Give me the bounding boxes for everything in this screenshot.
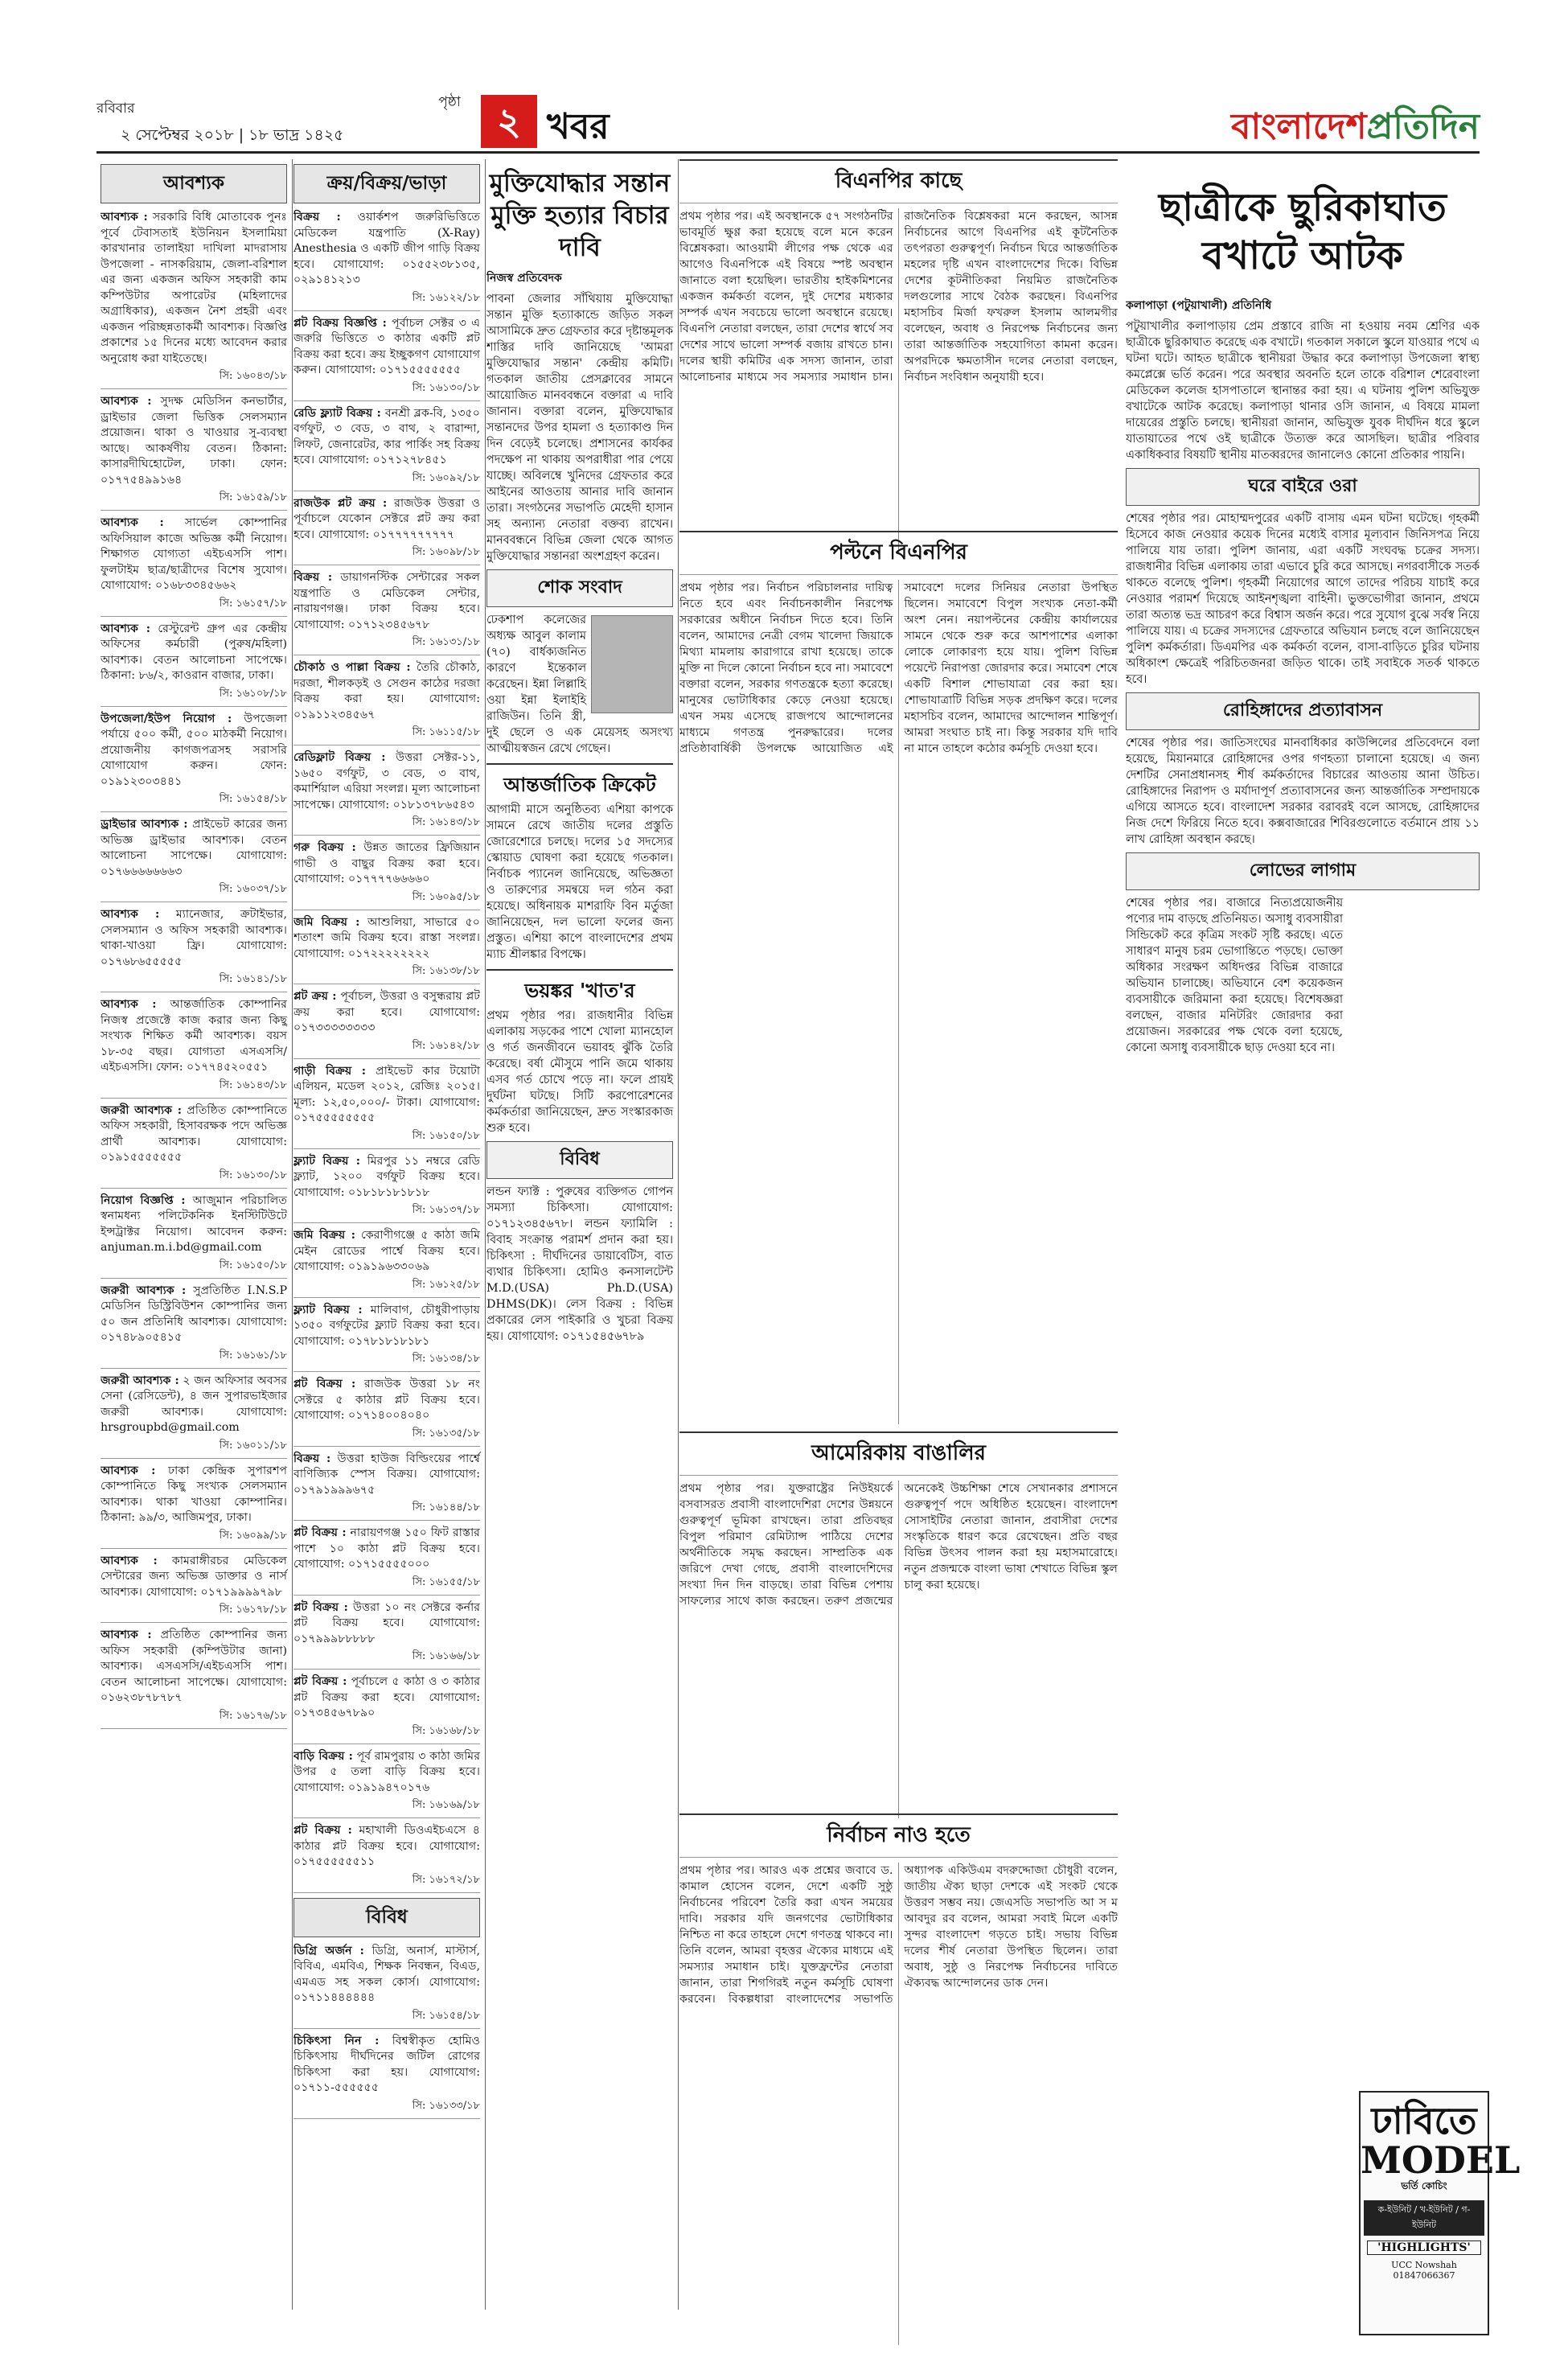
- classified-ad-lead: প্লট ক্রয় :: [293, 990, 337, 1003]
- classified-ad-code: সি: ১৬১৭২/১৮: [412, 1873, 480, 1886]
- classified-ad-lead: আবশ্যক :: [101, 211, 148, 224]
- classified-ad: [101, 817, 287, 902]
- divider: [293, 1520, 480, 1521]
- classifieds-header-misc: বিবিধ: [293, 1898, 480, 1937]
- classified-ad-lead: জরুরী আবশ্যক :: [101, 1374, 179, 1387]
- classified-ad-body: কামরাঙ্গীরচর মেডিকেল সেন্টারের জন্য অভিজ্ঞ ডাক্তার ও নার্স আবশ্যক। যোগাযোগ: ০১৭১৯৯৯৯৭৯৮: [101, 1554, 288, 1599]
- classified-ad-code: সি: ১৬০৩৭/১৮: [219, 883, 287, 895]
- classified-ad-text: [293, 1749, 480, 1797]
- classified-ad-text: [101, 394, 287, 488]
- classified-list: [293, 210, 480, 1893]
- classified-ad-body: রেস্টুরেন্ট গ্রুপ এর কেন্দ্রীয় অফিসের কর্মচারী (পুরুষ/মহিলা) আবশ্যক। বেতন আলোচনা সাপেক্ষে। ঠিকানা: ৮৬/২, কাওরান বাজার, ঢাকা।: [101, 622, 287, 682]
- ad-line1: ঢাবিতে: [1371, 2099, 1477, 2142]
- classified-ad: [293, 1674, 480, 1744]
- divider: [101, 1368, 287, 1369]
- classified-ad-lead: ডিগ্রি অর্জন :: [293, 1944, 364, 1957]
- classified-ad-code: সি: ১৬১৩০/১৮: [412, 381, 480, 394]
- story-byline: নিজস্ব প্রতিবেদক: [486, 272, 562, 285]
- story-election: [679, 1813, 1118, 2345]
- classified-ad-body: প্রতিষ্ঠিত কোম্পানির জন্য অফিস সহকারী (কম্পিউটার জানা) আবশ্যক। এসএসসি/এইচএসসি পাশ। বেতন আলোচনা সাপেক্ষে। যোগাযোগ: ০১৬২৩৮৭৮৭৮৭: [101, 1629, 287, 1704]
- classified-ad-code: সি: ১৬১৩৪/১৮: [412, 1353, 480, 1365]
- story-body: প্রথম পৃষ্ঠার পর। যুক্তরাষ্ট্রের নিউইয়র্কে বসবাসরত প্রবাসী বাংলাদেশিরা দেশের উন্নয়নে গুরুত্বপূর্ণ ভূমিকা রাখছেন। তারা প্রতিবছর বিপুল পরিমাণ রেমিট্যান্স পাঠিয়ে দেশের অর্থনীতিকে সমৃদ্ধ করছেন। সাম্প্রতিক এক জরিপে দেখা গেছে, প্রবাসী বাংলাদেশিদের সংখ্যা দিন দিন বাড়ছে। তারা বিভিন্ন পেশায় সাফল্যের সাথে কাজ করছেন। তরুণ প্রজন্মের অনেকেই উচ্চশিক্ষা শেষে সেখানকার প্রশাসনে গুরুত্বপূর্ণ পদে অধিষ্ঠিত হয়েছেন। বাংলাদেশ সোসাইটির নেতারা জানান, প্রবাসীরা দেশের সংস্কৃতিকে ধারণ করে রেখেছেন। প্রতি বছর বিভিন্ন উৎসব পালন করা হয় মহাসমারোহে। নতুন প্রজন্মকে বাংলা ভাষা শেখাতে বিভিন্ন স্কুল চালু করা হয়েছে।: [679, 1482, 1118, 1608]
- classified-ad-body: রাজউক উত্তরা ১৮ নং সেক্টরে ৫ কাঠার প্লট বিক্রয় হবে। যোগাযোগ: ০১৭১৪০০৪০৪০: [293, 1378, 480, 1422]
- classified-ad: [101, 1464, 287, 1549]
- classified-ad: [293, 660, 480, 745]
- classified-ad-lead: উপজেলা/ইউপ নিয়োগ :: [101, 712, 232, 725]
- classified-ad-text: [293, 2034, 480, 2097]
- classified-ad: [293, 1944, 480, 2029]
- classified-ad-code: সি: ১৬১৬১/১৮: [219, 1349, 287, 1362]
- classified-ad: [101, 712, 287, 813]
- classified-ad: [101, 1103, 287, 1189]
- classified-ad-body: পূর্বাচল, উত্তরা ও বসুন্ধরায় প্লট ক্রয় করা হবে। যোগাযোগ: ০১৭৩৩৩৩৩৩৩৩: [293, 990, 480, 1034]
- divider: [101, 1622, 287, 1623]
- brand-logo: [1231, 100, 1480, 158]
- section-title: খবর: [547, 106, 610, 147]
- classified-ad-text: [293, 210, 480, 289]
- classified-ad-text: [293, 570, 480, 633]
- classified-ad-text: [101, 1554, 287, 1601]
- classified-ad: [293, 570, 480, 655]
- page-number: ২: [481, 95, 537, 148]
- divider: [293, 400, 480, 401]
- classified-ad: [293, 1377, 480, 1447]
- brand-name-part2: প্রতিদিন: [1366, 106, 1480, 147]
- classified-ad-text: [293, 1600, 480, 1648]
- ad-info: ক-ইউনিট / খ-ইউনিট / গ-ইউনিট: [1364, 2200, 1484, 2236]
- story-headline: আন্তর্জাতিক ক্রিকেট: [503, 773, 656, 796]
- classified-ad-code: সি: ১৬১৫০/১৮: [412, 1129, 480, 1142]
- classified-ad-body: উত্তরা ১০ নং সেক্টরে কর্নার প্লট বিক্রয় হবে। যোগাযোগ: ০১৭৯৯৯৮৮৮৮৮: [293, 1600, 481, 1645]
- classified-ad: [293, 496, 480, 566]
- classified-ad: [293, 1600, 480, 1670]
- divider: [293, 1297, 480, 1298]
- classified-ad: [101, 622, 287, 707]
- classified-ad-lead: আবশ্যক :: [101, 516, 164, 529]
- classified-ad-code: সি: ১৬১৩৮/১৮: [412, 965, 480, 977]
- classified-ad-code: সি: ১৬১৫৫/১৮: [412, 1575, 480, 1588]
- classified-ad: [101, 1628, 287, 1729]
- story-body: প্রথম পৃষ্ঠার পর। আরও এক প্রশ্নের জবাবে ড. কামাল হোসেন বলেন, দেশে একটি সুষ্ঠু নির্বাচনের পরিবেশ তৈরি করা এখন সময়ের দাবি। সরকার যদি জনগণের ভোটাধিকার নিশ্চিত না করে তাহলে দেশে গণতন্ত্র থাকবে না। তিনি বলেন, আমরা বৃহত্তর ঐক্যের মাধ্যমে এই সমস্যার সমাধান চাই। যুক্তফ্রন্টের নেতারা জানান, তারা শিগগিরই নতুন কর্মসূচি ঘোষণা করবেন। বিকল্পধারা বাংলাদেশের সভাপতি অধ্যাপক একিউএম বদরুদ্দোজা চৌধুরী বলেন, জাতীয় ঐক্য ছাড়া দেশকে এই সংকট থেকে উত্তরণ সম্ভব নয়। জেএসডি সভাপতি আ স ম আবদুর রব বলেন, আমরা সবাই মিলে একটি সুন্দর বাংলাদেশ গড়তে চাই। সভায় বিভিন্ন দলের শীর্ষ নেতারা উপস্থিত ছিলেন। তারা অবাধ, সুষ্ঠু ও নিরপেক্ষ নির্বাচনের দাবিতে ঐক্যবদ্ধ আন্দোলনের ডাক দেন।: [679, 1864, 1118, 2006]
- story-headline-lead: ছাত্রীকে ছুরিকাঘাত বখাটে আটক: [1159, 185, 1447, 278]
- classified-ad-lead: আবশ্যক :: [101, 622, 150, 635]
- classified-ad: [101, 1193, 287, 1279]
- classified-ad-code: সি: ১৬১৭৬/১৮: [219, 1709, 287, 1722]
- story-body: প্রথম পৃষ্ঠার পর। নির্বাচন পরিচালনার দায়িত্ব নিতে হবে এবং নির্বাচনকালীন নিরপেক্ষ সরকারের অধীনে নির্বাচন দিতে হবে। তিনি বলেন, আমাদের নেত্রী বেগম খালেদা জিয়াকে মিথ্যা মামলায় কারাগারে রাখা হয়েছে। তাকে মুক্তি না দিলে কোনো নির্বাচন হবে না। সমাবেশে বক্তারা বলেন, সরকার গণতন্ত্রকে হত্যা করেছে। মানুষের ভোটাধিকার কেড়ে নেওয়া হয়েছে। এখন সময় এসেছে রাজপথে আন্দোলনের মাধ্যমে গণতন্ত্র পুনরুদ্ধারের। দলের প্রতিষ্ঠাবার্ষিকী উপলক্ষে আয়োজিত এই সমাবেশে দলের সিনিয়র নেতারা উপস্থিত ছিলেন। সমাবেশে বিপুল সংখ্যক নেতা-কর্মী অংশ নেন। নয়াপল্টনের কেন্দ্রীয় কার্যালয়ের সামনে থেকে শুরু করে আশপাশের এলাকা লোকে লোকারণ্য হয়ে যায়। পুলিশ বিভিন্ন পয়েন্টে নিরাপত্তা জোরদার করে। সমাবেশ শেষে একটি বিশাল শোভাযাত্রা বের করা হয়। শোভাযাত্রাটি বিভিন্ন সড়ক প্রদক্ষিণ করে। দলের মহাসচিব বলেন, আমাদের আন্দোলন শান্তিপূর্ণ। আমরা সংঘাত চাই না। কিন্তু সরকার যদি দাবি না মানে তাহলে কঠোর কর্মসূচি দেওয়া হবে।: [679, 581, 1118, 755]
- classified-ad-body: সুপ্রতিষ্ঠিত I.N.S.P মেডিসিন ডিস্ট্রিবিউশন কোম্পানির জন্য ৫০ জন প্রতিনিধি আবশ্যক। যোগাযোগ: ০১৭৪৮৯০৫৪১৫: [101, 1284, 287, 1344]
- divider: [293, 1148, 480, 1149]
- classified-ad-text: [101, 817, 287, 880]
- classified-ad: [293, 1823, 480, 1893]
- classified-ad-code: সি: ১৬০১১/১৮: [219, 1439, 287, 1452]
- divider: [293, 1371, 480, 1372]
- masthead-date: ২ সেপ্টেম্বর ২০১৮ | ১৮ ভাদ্র ১৪২৫: [121, 126, 344, 144]
- classifieds-header-buysell: ক্রয়/বিক্রয়/ভাড়া: [293, 164, 480, 203]
- classified-ad-lead: ফ্ল্যাট বিক্রয় :: [293, 1303, 363, 1316]
- classified-ad: [101, 1554, 287, 1624]
- classified-ad: [293, 1749, 480, 1819]
- divider: [293, 1669, 480, 1670]
- divider: [101, 1098, 287, 1099]
- classified-ad-lead: জরুরী আবশ্যক :: [101, 1284, 187, 1297]
- classified-ad-body: কেরাণীগঞ্জে ৫ কাঠা জমি মেইন রোডের পার্শ্বে বিক্রয় হবে। যোগাযোগ: ০১৯১৯৬৩৩০৬৯: [293, 1229, 480, 1273]
- classified-ad: [101, 997, 287, 1099]
- classified-ad-lead: বিক্রয় :: [293, 211, 341, 224]
- classified-ad: [293, 1154, 480, 1224]
- classified-ad-text: [101, 210, 287, 367]
- news-column-3: [486, 159, 679, 2310]
- classified-ad-text: [293, 1154, 480, 1201]
- divider: [293, 1058, 480, 1059]
- divider: [293, 2118, 480, 2119]
- news-column-6: [1126, 159, 1480, 2310]
- story-body: আগামী মাসে অনুষ্ঠিতব্য এশিয়া কাপকে সামনে রেখে জাতীয় দলের প্রস্তুতি জোরেশোরে চলছে। দলের ১৫ সদস্যের স্কোয়াড ঘোষণা করা হয়েছে গতকাল। নির্বাচক প্যানেল জানিয়েছে, অভিজ্ঞতা ও তারুণ্যের সমন্বয়ে দল গঠন করা হয়েছে। অধিনায়ক মাশরাফি বিন মর্তুজা জানিয়েছেন, দল ভালো ফলের জন্য প্রস্তুত। এশিয়া কাপে বাংলাদেশের প্রথম ম্যাচ শ্রীলঙ্কার বিপক্ষে।: [486, 803, 673, 961]
- classified-ad: [293, 210, 480, 311]
- classified-ad-code: সি: ১৬১৪১/১৮: [219, 973, 287, 985]
- story-body: প্রথম পৃষ্ঠার পর। রাজধানীর বিভিন্ন এলাকায় সড়কের পাশে খোলা ম্যানহোল ও গর্ত জনজীবনে ভয়াবহ ঝুঁকি তৈরি করেছে। বর্ষা মৌসুমে পানি জমে থাকায় এসব গর্ত চোখে পড়ে না। ফলে প্রায়ই দুর্ঘটনা ঘটছে। সিটি করপোরেশনের কর্মকর্তারা জানিয়েছেন, দ্রুত সংস্কারকাজ শুরু হবে।: [486, 1009, 673, 1135]
- divider: [101, 510, 287, 511]
- classified-ad-text: [293, 1377, 480, 1424]
- divider: [293, 1892, 480, 1893]
- classified-ad-body: ২ জন অফিসার অবসর সেনা (রেসিডেন্ট), ৪ জন সুপারভাইজার জরুরী আবশ্যক। যোগাযোগ: hrsgroupbd@gmail.com: [101, 1374, 288, 1434]
- classified-ad-body: প্রাইভেট কারের জন্য অভিজ্ঞ ড্রাইভার আবশ্যক। বেতন আলোচনা সাপেক্ষে। যোগাযোগ: ০১৭৬৬৬৬৬৬৬৩: [101, 818, 287, 878]
- classified-ad-text: [101, 1628, 287, 1707]
- ad-line2: MODEL: [1361, 2138, 1521, 2182]
- classified-ad-code: সি: ১৬১৫৪/১৮: [219, 793, 287, 805]
- classified-ad-body: সরকারি বিধি মোতাবেক পুনঃ পূর্বে টেবাসতাই ইউনিয়ন ইসলামিয়া কারখানার তালাইয়া দাখিলা মাদরাসায় উপজেলা - নাসকরিয়াম, জেলা-বরিশাল এর জন্য একজন অফিস সহকারী কাম কম্পিউটার অপারেটর (মহিলাদের অগ্রাধিকার), একজন নৈশ প্রহরী এবং একজন পরিচ্ছন্নতাকর্মী আবশ্যক। বিজ্ঞপ্তি প্রকাশের ১৫ দিনের মধ্যে আবেদন করার অনুরোধ করা যাইতেছে।: [101, 211, 287, 365]
- classified-ad-lead: প্লট বিক্রয় বিজ্ঞপ্তি :: [293, 316, 387, 330]
- classified-ad-body: মিরপুর ১১ নম্বরে রেডি ফ্ল্যাট, ১২০০ বর্গফুট বিক্রয় হবে। যোগাযোগ: ০১৮১৮১৮১৮১৮: [293, 1154, 481, 1199]
- classified-ad-body: নারায়ণগঞ্জ ১৫০ ফিট রাস্তার পাশে ১০ কাঠা প্লট বিক্রয় হবে। যোগাযোগ: ০১৭১৫৫৫৫০০০: [293, 1526, 480, 1571]
- story-headline: মুক্তিযোদ্ধার সন্তান মুক্তি হত্যার বিচার দাবি: [489, 169, 671, 262]
- divider: [101, 1458, 287, 1459]
- story-headline: নির্বাচন নাও হতে: [679, 1813, 1118, 1858]
- classified-ad-body: বনশ্রী ব্লক-বি, ১৩৫০ বর্গফুট, ৩ বেড, ৩ বাথ, ২ বারান্দা, লিফট, জেনারেটর, কার পার্কিং সহ বিক্রয় হবে। যোগাযোগ: ০১৭১২৭৮৪৫১: [293, 406, 480, 466]
- classified-ad: [101, 210, 287, 389]
- story-headline: পল্টনে বিএনপির: [679, 531, 1118, 575]
- divider: [101, 616, 287, 617]
- classified-ad-body: উপজেলা পর্যায়ে ৫০০ কর্মী, ৫০০ মাঠকর্মী নিয়োগ। প্রয়োজনীয় কাগজপত্রসহ সরাসরি যোগাযোগ করুন। ফোন: ০১৯১২৩০৩৪৪১: [101, 712, 287, 788]
- classified-ad-code: সি: ১৬০৯২/১৮: [412, 471, 480, 484]
- classified-ad-lead: গাড়ী বিক্রয় :: [293, 1064, 367, 1078]
- story-body: শেষের পৃষ্ঠার পর। বাজারে নিত্যপ্রয়োজনীয় পণ্যের দাম বাড়ছে প্রতিনিয়ত। অসাধু ব্যবসায়ীরা সিন্ডিকেট করে কৃত্রিম সংকট সৃষ্টি করছে। এতে সাধারণ মানুষ চরম ভোগান্তিতে পড়ছে। ভোক্তা অধিকার সংরক্ষণ অধিদপ্তর বিভিন্ন বাজারে অভিযান চালাচ্ছে। অভিযানে বেশ কয়েকজন ব্যবসায়ীকে জরিমানা করা হয়েছে। বিশেষজ্ঞরা বলছেন, বাজার মনিটরিং জোরদার করা প্রয়োজন। সরকারের পক্ষ থেকে বলা হয়েছে, কোনো অসাধু ব্যবসায়ীকে ছাড় দেওয়া হবে না।: [1126, 897, 1343, 1054]
- classified-ad-lead: আবশ্যক :: [101, 1554, 158, 1567]
- classified-ad-body: মালিবাগ, চৌধুরীপাড়ায় ১৩৫০ বর্গফুটের ফ্ল্যাট বিক্রয় করা হবে। যোগাযোগ: ০১৭৮১৮১৮১৮১: [293, 1303, 480, 1348]
- classified-ad-lead: রেডিফ্লাট বিক্রয় :: [293, 751, 386, 764]
- classified-ad: [293, 316, 480, 401]
- classified-ad-code: সি: ১৬১৫০/১৮: [219, 1259, 287, 1271]
- classified-ad-code: সি: ১৬১৭৮/১৮: [219, 1604, 287, 1616]
- classified-ad-text: [293, 1674, 480, 1722]
- classified-ad-code: সি: ১৬১৬৮/১৮: [412, 1724, 480, 1737]
- classified-ad-text: [101, 907, 287, 970]
- classified-ad-code: সি: ১৬১৩৩/১৮: [412, 2099, 480, 2112]
- classified-ad-lead: বিক্রয় :: [293, 571, 333, 584]
- divider: [101, 811, 287, 812]
- classified-ad-code: সি: ১৬১৫৭/১৮: [219, 597, 287, 610]
- classified-ad: [293, 840, 480, 910]
- divider: [101, 1188, 287, 1189]
- classified-ad-lead: আবশ্যক :: [101, 1629, 152, 1641]
- classified-ad-text: [101, 1464, 287, 1526]
- story-headline: লোভের লাগাম: [1126, 852, 1480, 890]
- classified-ad-body: ওয়ার্কশপ জরুরিভিত্তিতে মেডিকেল যন্ত্রপাতি (X-Ray) Anesthesia ও একটি জীপ গাড়ি বিক্রয় হবে। যোগাযোগ: ০১৫৫২৩৮১৩৫, ০২৯১৪১২১৩: [293, 211, 480, 286]
- classified-ad: [293, 1064, 480, 1149]
- classified-ad-text: [101, 515, 287, 594]
- story-body: শেষের পৃষ্ঠার পর। জাতিসংঘের মানবাধিকার কাউন্সিলের প্রতিবেদনে বলা হয়েছে, মিয়ানমারে রোহিঙ্গাদের ওপর গণহত্যা চালানো হয়েছে। এ জন্য দেশটির সেনাপ্রধানসহ শীর্ষ কর্মকর্তাদের বিচারের আওতায় আনা উচিত। রোহিঙ্গাদের নিরাপদ ও মর্যাদাপূর্ণ প্রত্যাবাসনের জন্য আন্তর্জাতিক সম্প্রদায়কে এগিয়ে আসতে হবে। বাংলাদেশ সরকার বরাবরই বলে আসছে, রোহিঙ্গাদের নিজ দেশে ফিরিয়ে নিতে হবে। কক্সবাজারের শিবিরগুলোতে বর্তমানে প্রায় ১১ লাখ রোহিঙ্গা অবস্থান করছে।: [1126, 737, 1480, 846]
- classified-ad-lead: জমি বিক্রয় :: [293, 915, 360, 929]
- classified-ad-text: [101, 1284, 287, 1346]
- classified-ad-body: পূর্বাচল সেক্টর ৩ এ জরুরি ভিত্তিতে ৩ কাঠার একটি প্লট বিক্রয় করা হবে। ক্রয় ইচ্ছুকগণ যোগাযোগ করুন। যোগাযোগ: ০১৭১৫৫৫৫৫৫৫: [293, 316, 480, 376]
- classifieds-column-1: [101, 159, 293, 2310]
- divider: [293, 310, 480, 311]
- classified-ad-body: তৈরি চৌকাঠ, দরজা, শীলকড়ই ও সেগুন কাঠের দরজা বিক্রয় করা হয়। যোগাযোগ: ০১৯১১২৩৪৫৬৭: [293, 661, 480, 721]
- story-body: পটুয়াখালীর কলাপাড়ায় প্রেম প্রস্তাবে রাজি না হওয়ায় নবম শ্রেণির এক ছাত্রীকে ছুরিকাঘাত করেছে এক বখাটে। গতকাল সকালে স্কুলে যাওয়ার পথে এ ঘটনা ঘটে। আহত ছাত্রীকে স্থানীয়রা উদ্ধার করে কলাপাড়া উপজেলা স্বাস্থ্য কমপ্লেক্সে ভর্তি করেন। পরে অবস্থার অবনতি হলে তাকে বরিশাল শেরেবাংলা মেডিকেল কলেজ হাসপাতালে স্থানান্তর করা হয়। এ ঘটনায় পুলিশ অভিযুক্ত বখাটেকে আটক করেছে। কলাপাড়া থানার ওসি জানান, এ বিষয়ে মামলা দায়েরের প্রস্তুতি চলছে। স্থানীয়রা জানান, অভিযুক্ত যুবক দীর্ঘদিন ধরে স্কুলে যাতায়াতের পথে ওই ছাত্রীকে উত্যক্ত করে আসছিল। ছাত্রীর পরিবার একাধিকবার বিষয়টি স্থানীয় মাতব্বরদের জানালেও কোনো প্রতিকার পায়নি।: [1126, 320, 1480, 462]
- classified-ad-lead: প্লট বিক্রয় :: [293, 1378, 356, 1390]
- classified-ad-lead: জমি বিক্রয় :: [293, 1229, 355, 1242]
- classified-ad-code: সি: ১৬১০৮/১৮: [219, 687, 287, 700]
- classified-ad-lead: আবশ্যক :: [101, 998, 157, 1011]
- classified-ad-lead: ফ্ল্যাট বিক্রয় :: [293, 1154, 360, 1168]
- classified-ad-text: [293, 1526, 480, 1573]
- divider: [293, 835, 480, 836]
- classified-ad-body: পূর্বাচলে ৫ কাঠা ও ৩ কাঠার প্লট বিক্রয় করা হবে। যোগাযোগ: ০১৭৩৪৫৬৭৮৯০: [293, 1675, 480, 1719]
- classified-ad-code: সি: ১৬১৬৬/১৮: [412, 1650, 480, 1662]
- classified-ad: [101, 907, 287, 992]
- classified-ad-body: ডিগ্রি, অনার্স, মাস্টার্স, বিবিএ, এমবিএ, শিক্ষক নিবন্ধন, বিএড, এমএড সহ সকল কোর্স। যোগাযোগ: ০১৭১১৪৪৪৪৪৪: [293, 1944, 480, 2004]
- classified-ad-lead: রেডি ফ্ল্যাট বিক্রয় :: [293, 406, 381, 420]
- classified-ad-code: সি: ১৬১২২/১৮: [412, 291, 480, 304]
- divider: [293, 1222, 480, 1223]
- classified-ad-code: সি: ১৬১৪৪/১৮: [412, 1501, 480, 1514]
- classified-ad-body: আন্তর্জাতিক কোম্পানির নিজস্ব প্রজেক্টে কাজ করার জন্য কিছু সংখ্যক শিক্ষিত কর্মী আবশ্যক। বয়স ১৮-৩৫ বছর। যোগ্যতা এসএসসি/এইচএসসি। ফোন: ০১৭৭৪৫২০৫৫১: [101, 998, 287, 1074]
- classified-ad-text: [293, 1944, 480, 2006]
- classified-ad: [293, 989, 480, 1059]
- classified-ad-lead: আবশ্যক :: [101, 395, 152, 408]
- story-headline: ঘরে বাইরে ওরা: [1126, 468, 1480, 506]
- misc-body: লন্ডন ফ্যাক্ট : পুরুষের ব্যক্তিগত গোপন সমস্যা চিকিৎসা। যোগাযোগ: ০১৭১২৩৪৫৬৭৮। লন্ডন ফ্যামিলি : বিবাহ সংক্রান্ত পরামর্শ প্রদান করা হয়। চিকিৎসা : দীর্ঘদিনের ডায়াবেটিস, বাত ব্যথার চিকিৎসা। হোমিও কনসালটেন্ট M.D.(USA) Ph.D.(USA) DHMS(DK)। লেস বিক্রয় : বিভিন্ন প্রকারের লেস পাইকারি ও খুচরা বিক্রয় হয়। যোগাযোগ: ০১৭১৫৪৫৬৭৮৯: [486, 1185, 673, 1343]
- classified-ad-lead: আবশ্যক :: [101, 908, 160, 921]
- classified-ad-code: সি: ১৬১৩০/১৮: [219, 1169, 287, 1181]
- obituary: [486, 612, 673, 757]
- classified-ad: [293, 1303, 480, 1373]
- masthead-day: রবিবার: [96, 101, 135, 117]
- classified-list: [101, 210, 287, 1729]
- story-headline: রোহিঙ্গাদের প্রত্যাবাসন: [1126, 692, 1480, 730]
- classified-ad-code: সি: ১৬০৯৮/১৮: [412, 546, 480, 558]
- classified-ad-code: সি: ১৬০৯৯/১৮: [219, 1529, 287, 1542]
- divider: [101, 1548, 287, 1549]
- classified-ad-body: উত্তরা সেক্টর-১১, ১৬৫০ বর্গফুট, ৩ বেড, ৩ বাথ, কমার্শিয়াল এরিয়া সংলগ্ন। মূল্য আলোচনা সাপেক্ষে। যোগাযোগ: ০১৮১৩৭৮৬৫৪৩: [293, 751, 480, 811]
- classified-ad-body: সুদক্ষ মেডিসিন কনভার্টার, ড্রাইভার জেলা ভিত্তিক সেলসম্যান প্রয়োজন। থাকা ও খাওয়ার সু-ব্যবস্থা আছে। আকর্ষণীয় বেতন। ঠিকানা: কাসারদীঘিহোটেল, ঢাকা। ফোন: ০১৭৭৫৪৯৯১৬৪: [101, 395, 287, 487]
- classified-ad-text: [293, 915, 480, 963]
- divider: [293, 2028, 480, 2029]
- divider: [293, 1817, 480, 1818]
- classified-ad-text: [293, 750, 480, 813]
- classifieds-column-2: [293, 159, 486, 2310]
- classified-ad: [101, 1284, 287, 1369]
- masthead: [96, 95, 1480, 154]
- ad-tag: ভর্তি কোচিং: [1401, 2180, 1447, 2191]
- classified-ad-body: উন্নত জাতের ফ্রিজিয়ান গাভী ও বাছুর বিক্রয় করা হবে। যোগাযোগ: ০১৭৭৭৭৬৬৬৬০: [293, 841, 481, 885]
- classified-ad-text: [293, 660, 480, 723]
- classified-ad-code: সি: ১৬১৪৩/১৮: [219, 1078, 287, 1091]
- classified-ad-lead: গরু বিক্রয় :: [293, 841, 356, 854]
- classified-ad-text: [293, 1228, 480, 1275]
- classified-ad-body: সার্ভেল কোম্পানির অফিসিয়াল কাজে অভিজ্ঞ কর্মী নিয়োগ। শিক্ষাগত যোগ্যতা এইচএসসি পাশ। ফুলটাইম ছাত্র/ছাত্রীদের বিশেষ সুযোগ। যোগাযোগ: ০১৬৮৩৩৪৫৬৬২: [101, 516, 287, 592]
- classified-ad: [293, 915, 480, 985]
- classified-ad-text: [101, 1193, 287, 1256]
- classified-ad-text: [293, 1064, 480, 1127]
- classified-ad-body: রাজউক উত্তরা ও পূর্বাচলে যেকোন সেক্টরে প্লট ক্রয় করা হবে। যোগাযোগ: ০১৭৭৭৭৭৭৭৭৭: [293, 496, 481, 541]
- classified-ad-body: আশুলিয়া, সাভারে ৫০ শতাংশ জমি বিক্রয় হবে। রাস্তা সংলগ্ন। যোগাযোগ: ০১৭২২২২২২২২: [293, 915, 480, 960]
- classified-ad-body: প্রতিষ্ঠিত কোম্পানিতে অফিস সহকারী, হিসাবরক্ষক পদে অভিজ্ঞ প্রার্থী আবশ্যক। যোগাযোগ: ০১৯১৫৫৫৫৫৫৫: [101, 1103, 287, 1164]
- classified-ad-lead: চিকিৎসা নিন :: [293, 2034, 380, 2047]
- classified-ad-body: ডায়াগনস্টিক সেন্টারের সকল যন্ত্রপাতি ও মেডিকেল সেন্টার, নারায়ণগঞ্জ। ঢাকা বিক্রয় হবে। যোগাযোগ: ০১৭১২৩৪৫৬৭৮: [293, 571, 481, 631]
- classified-ad-body: বিশ্বস্বীকৃত হোমিও চিকিৎসায় দীর্ঘদিনের জটিল রোগের চিকিৎসা করা হয়। যোগাযোগ: ০১৭১১-৫৫৫৫৫৫: [293, 2034, 480, 2094]
- classified-ad-body: প্রাইভেট কার টয়োটা এলিয়ন, মডেল ২০১২, রেজিঃ ২০১৫। মূল্য: ১২,৫০,০০০/- টাকা। যোগাযোগ: ০১৭৫৫৫৫৫৫৫৫: [293, 1064, 480, 1124]
- classified-ad-code: সি: ১৬১৫৪/১৮: [412, 2009, 480, 2022]
- classified-ad-lead: বাড়ি বিক্রয় :: [293, 1749, 353, 1763]
- classified-ad-text: [101, 622, 287, 684]
- classified-list: [293, 1944, 480, 2119]
- story-headline: বিএনপির কাছে: [679, 159, 1118, 203]
- story-headline: ভয়ঙ্কর 'খাত'র: [524, 979, 635, 1002]
- classified-ad-text: [293, 406, 480, 469]
- classified-ad-text: [101, 997, 287, 1076]
- divider: [101, 706, 287, 707]
- classified-ad-text: [293, 496, 480, 544]
- classified-ad: [293, 1526, 480, 1596]
- divider: [293, 1446, 480, 1447]
- obituary-body: ঢেকশাপ কলেজের অধ্যক্ষ আবুল কালাম (৭০) বার্ধক্যজনিত কারণে ইন্তেকাল করেছেন। ইন্না লিল্লাহি ওয়া ইন্না ইলাইহি রাজিউন। তিনি স্ত্রী, দুই ছেলে ও এক মেয়েসহ অসংখ্য আত্মীয়স্বজন রেখে গেছেন।: [486, 614, 673, 755]
- classified-ad-lead: চৌকাঠ ও পাল্লা বিক্রয় :: [293, 661, 411, 674]
- coaching-advertisement: [1359, 2091, 1521, 2335]
- classified-ad-body: ম্যানেজার, ক্রটাইভার, সেলসম্যান ও অফিস সহকারী আবশ্যক। থাকা-খাওয়া ফ্রি। যোগাযোগ: ০১৭৬৮৬৫৫৫৫৫: [101, 908, 287, 968]
- classified-ad-lead: জরুরী আবশ্যক :: [101, 1103, 182, 1117]
- classified-ad: [101, 394, 287, 511]
- classified-ad-code: সি: ১৬১২৫/১৮: [412, 1278, 480, 1291]
- classified-ad-text: [293, 989, 480, 1037]
- classified-ad-body: আজুমান পরিচালিত স্বনামধন্য পলিটেকনিক ইনস্টিটিউটে ইন্সট্রাক্টর নিয়োগ। আবেদন করুন: anjuman.m.i.bd@gmail.com: [101, 1193, 287, 1254]
- story-byline: কলাপাড়া (পটুয়াখালী) প্রতিনিধি: [1126, 299, 1272, 312]
- classified-ad-code: সি: ১৬১৬৯/১৮: [412, 1799, 480, 1811]
- classified-ad-lead: প্লট বিক্রয় :: [293, 1526, 347, 1539]
- classified-ad-code: সি: ১৬১৪৩/১৮: [412, 816, 480, 828]
- story-america: [679, 1431, 1118, 1818]
- obituary-header: শোক সংবাদ: [486, 569, 673, 607]
- classified-ad-lead: প্লট বিক্রয় :: [293, 1824, 352, 1837]
- classified-ad-body: ঢাকা কেন্দ্রিক সুপারশপ কোম্পানিতে কিছু সংখ্যক সেলসম্যান আবশ্যক। থাকা খাওয়া কোম্পানির। ঠিকানা: ৯৯/৩, আজিমপুর, ঢাকা।: [101, 1464, 287, 1524]
- classified-ad-text: [101, 712, 287, 791]
- classified-ad: [293, 406, 480, 491]
- story-body: শেষের পৃষ্ঠার পর। মোহাম্মদপুরের একটি বাসায় এমন ঘটনা ঘটেছে। গৃহকর্মী হিসেবে কাজ নেওয়ার কয়েক দিনের মধ্যেই বাসার মূল্যবান জিনিসপত্র নিয়ে পালিয়ে যায় তারা। পুলিশ জানায়, এরা একটি সংঘবদ্ধ চক্রের সদস্য। রাজধানীর বিভিন্ন এলাকায় তারা এভাবে চুরি করে আসছে। নগরবাসীকে সতর্ক থাকতে বলেছে পুলিশ। গৃহকর্মী নিয়োগের আগে তাদের পরিচয় যাচাই করে নেওয়ার পরামর্শ দিয়েছে আইনশৃঙ্খলা বাহিনী। ভুক্তভোগীরা জানান, প্রথমে তারা অত্যন্ত ভদ্র আচরণ করে বিশ্বাস অর্জন করে। পরে সুযোগ বুঝে সর্বস্ব নিয়ে পালিয়ে যায়। এ চক্রের সদস্যদের গ্রেফতারে অভিযান চলছে বলে জানিয়েছেন পুলিশ কর্মকর্তারা। ডিএমপির এক কর্মকর্তা বলেন, বাসা-বাড়িতে চুরির ঘটনায় অধিকাংশ ক্ষেত্রেই পরিচিতজনরা জড়িত থাকে। তাই সবাইকে সতর্ক থাকতে হবে।: [1126, 512, 1480, 686]
- classifieds-header-wanted: আবশ্যক: [101, 164, 287, 203]
- divider: [486, 969, 673, 971]
- classified-ad-lead: ড্রাইভার আবশ্যক :: [101, 818, 188, 831]
- classified-ad: [101, 1374, 287, 1459]
- classified-ad-lead: রাজউক প্লট ক্রয় :: [293, 496, 388, 510]
- ad-highlights: 'HIGHLIGHTS': [1367, 2241, 1481, 2255]
- classified-ad-body: পূর্ব রামপুরায় ৩ কাঠা জমির উপর ৫ তলা বাড়ি বিক্রয় হবে। যোগাযোগ: ০১৯১৯৪৭০১৭৬: [293, 1749, 480, 1794]
- classified-ad-text: [293, 1303, 480, 1350]
- story-bnp: [679, 159, 1118, 554]
- divider: [101, 388, 287, 389]
- classified-ad-lead: বিক্রয় :: [293, 1452, 331, 1465]
- classified-ad-text: [101, 1103, 287, 1166]
- classified-ad-lead: প্লট বিক্রয় :: [293, 1600, 348, 1614]
- divider: [293, 1595, 480, 1596]
- ad-contact: UCC Nowshah 01847066367: [1391, 2260, 1457, 2281]
- divider: [101, 1728, 287, 1729]
- classified-ad-lead: আবশ্যক :: [101, 1464, 156, 1477]
- classified-ad-text: [101, 1374, 287, 1436]
- classified-ad-code: সি: ১৬১৫৯/১৮: [219, 491, 287, 503]
- classified-ad-lead: নিয়োগ বিজ্ঞপ্তি :: [101, 1193, 186, 1207]
- classified-ad-lead: প্লট বিক্রয় :: [293, 1675, 347, 1688]
- classified-ad-body: উত্তরা হাউজ বিল্ডিংয়ের পার্শ্বে বাণিজ্যিক স্পেস বিক্রয়। যোগাযোগ: ০১৭৯১৯৯৯৬৭৫: [293, 1452, 480, 1497]
- story-body: পাবনা জেলার সাঁথিয়ায় মুক্তিযোদ্ধা সন্তান মুক্তি হত্যাকান্ডে জড়িত সকল আসামিকে দ্রুত গ্রেফতার করে দৃষ্টান্তমূলক শাস্তির দাবি জানিয়েছে 'আমরা মুক্তিযোদ্ধার সন্তান' কেন্দ্রীয় কমিটি। গতকাল জাতীয় প্রেসক্লাবের সামনে আয়োজিত মানববন্ধনে বক্তারা এ দাবি জানান। বক্তারা বলেন, মুক্তিযোদ্ধার সন্তানদের উপর হামলা ও হত্যাকাণ্ড দিন দিন বেড়েই চলেছে। প্রশাসনের কার্যকর পদক্ষেপ না থাকায় অপরাধীরা পার পেয়ে যাচ্ছে। অবিলম্বে খুনিদের গ্রেফতার করে আইনের আওতায় আনার দাবি জানান তারা। সংগঠনের সভাপতি মেহেদী হাসান সহ অন্যান্য নেতারা বক্তব্য রাখেন। মানববন্ধনে বিভিন্ন জেলা থেকে আগত মুক্তিযোদ্ধার সন্তানরা অংশগ্রহণ করেন।: [486, 293, 673, 563]
- divider: [486, 763, 673, 765]
- classified-ad-code: সি: ১৬১৩১/১৮: [412, 636, 480, 648]
- classified-ad-code: সি: ১৬০৯৫/১৮: [412, 890, 480, 903]
- classified-ad: [293, 750, 480, 836]
- story-body: প্রথম পৃষ্ঠার পর। এই অবস্থানকে ৫৭ সংগঠনটির ভাবমূর্তি ক্ষুণ্ণ করা হয়েছে বলে মনে করেন বিশ্লেষকরা। আওয়ামী লীগের পক্ষ থেকে এর আগেও বিএনপিকে এই বিষয়ে স্পষ্ট অবস্থান জানাতে বলা হয়েছিল। ভারতীয় হাইকমিশনের একজন কর্মকর্তা বলেন, দুই দেশের মধ্যকার সম্পর্ক এখন সবচেয়ে ভালো অবস্থানে রয়েছে। বিএনপি নেতারা বলছেন, তারা দেশের স্বার্থে সব দেশের সাথে ভালো সম্পর্ক বজায় রাখতে চান। দলের স্থায়ী কমিটির এক সদস্য জানান, তারা আলোচনার মাধ্যমে সব সমস্যার সমাধান চান। রাজনৈতিক বিশ্লেষকরা মনে করছেন, আসন্ন নির্বাচনের আগে বিএনপির এই কূটনৈতিক তৎপরতা গুরুত্বপূর্ণ। নির্বাচন ঘিরে আন্তর্জাতিক মহলের দৃষ্টি এখন বাংলাদেশের দিকে। বিভিন্ন দেশের কূটনীতিকরা নিয়মিত রাজনৈতিক দলগুলোর সাথে বৈঠক করছেন। বিএনপির মহাসচিব মির্জা ফখরুল ইসলাম আলমগীর বলেছেন, অবাধ ও নিরপেক্ষ নির্বাচনের জন্য তারা আন্তর্জাতিক সহযোগিতা কামনা করেন। অপরদিকে ক্ষমতাসীন দলের নেতারা বলছেন, নির্বাচন সংবিধান অনুযায়ী হবে।: [679, 210, 1118, 384]
- divider: [101, 1278, 287, 1279]
- story-headline: আমেরিকায় বাঙালির: [679, 1431, 1118, 1476]
- obituary-photo: [591, 615, 673, 713]
- classified-ad: [101, 515, 287, 617]
- classified-ad: [293, 1452, 480, 1522]
- classified-ad: [293, 1228, 480, 1298]
- classified-ad: [293, 2034, 480, 2119]
- classified-ad-text: [293, 316, 480, 379]
- misc-header: বিবিধ: [486, 1141, 673, 1179]
- classified-ad-text: [293, 840, 480, 888]
- classified-ad-text: [293, 1452, 480, 1499]
- page-label: পৃষ্ঠা: [438, 94, 461, 110]
- classified-ad-text: [293, 1823, 480, 1871]
- classified-ad-code: সি: ১৬০৪৩/১৮: [219, 370, 287, 382]
- classified-ad-code: সি: ১৬১১৫/১৮: [412, 726, 480, 738]
- classified-ad-body: মহাখালী ডিওএইচএসে ৪ কাঠার প্লট বিক্রয় হবে। যোগাযোগ: ০১৭৫৫৫৫৫৫১১: [293, 1824, 480, 1868]
- story-poltono: [679, 531, 1118, 1424]
- classified-ad-code: সি: ১৬১৪২/১৮: [412, 1039, 480, 1052]
- classified-ad-code: সি: ১৬১৩৭/১৮: [412, 1204, 480, 1216]
- classified-ad-code: সি: ১৬১৩৫/১৮: [412, 1427, 480, 1440]
- brand-name-part1: বাংলাদেশ: [1231, 106, 1367, 147]
